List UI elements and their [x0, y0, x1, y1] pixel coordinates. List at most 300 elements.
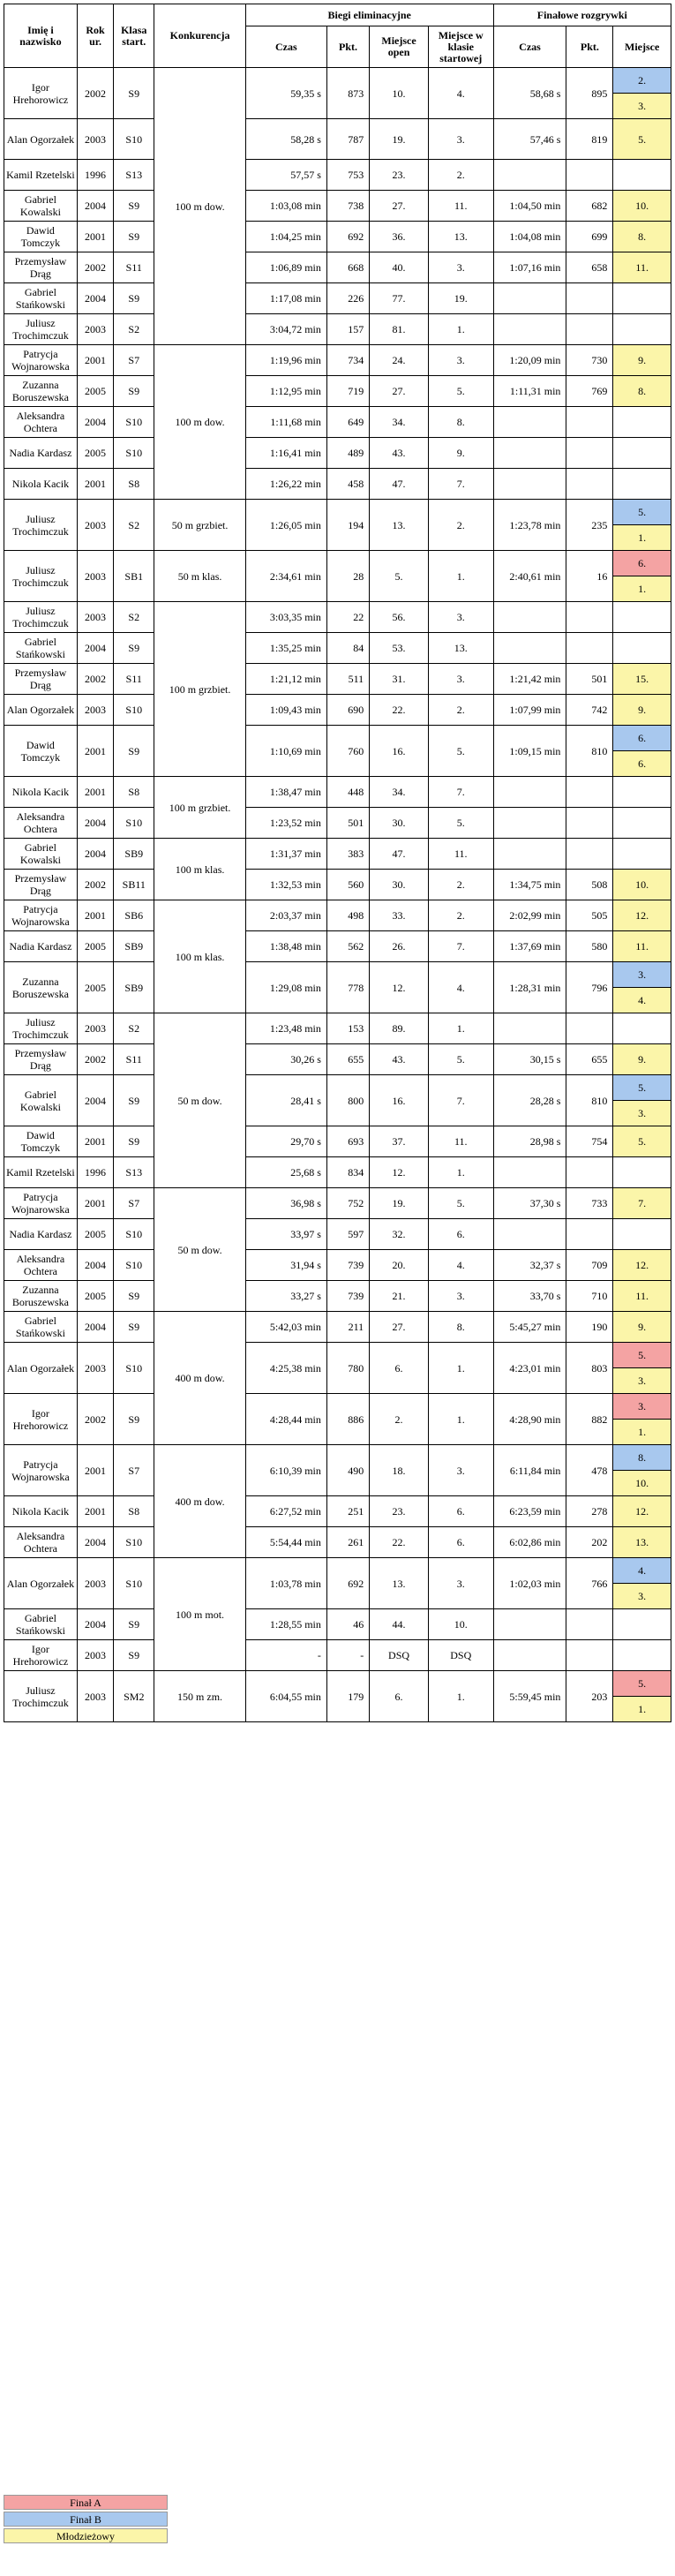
- start-class: S10: [114, 808, 154, 839]
- birth-year: 2001: [77, 1445, 113, 1496]
- athlete-name: Nadia Kardasz: [4, 931, 78, 962]
- class-place: 2.: [428, 900, 493, 931]
- athlete-name: Aleksandra Ochtera: [4, 1250, 78, 1281]
- final-place: 10.: [613, 870, 671, 900]
- start-class: S7: [114, 1188, 154, 1219]
- birth-year: 2005: [77, 438, 113, 469]
- final-place: 3.: [613, 1368, 671, 1394]
- header-open-place: Miejsce open: [370, 26, 429, 68]
- final-points: 819: [566, 119, 613, 160]
- header-time: Czas: [245, 26, 326, 68]
- athlete-name: Dawid Tomczyk: [4, 222, 78, 252]
- birth-year: 2002: [77, 664, 113, 695]
- athlete-name: Juliusz Trochimczuk: [4, 314, 78, 345]
- heat-time: 1:06,89 min: [245, 252, 326, 283]
- final-place: 5.: [613, 1343, 671, 1368]
- table-row: [4, 633, 671, 664]
- final-time: 1:34,75 min: [493, 870, 566, 900]
- table-row: [4, 1343, 671, 1368]
- open-place: 22.: [370, 1527, 429, 1558]
- heat-time: 3:04,72 min: [245, 314, 326, 345]
- class-place: 3.: [428, 345, 493, 376]
- open-place: 5.: [370, 551, 429, 602]
- heat-points: 28: [326, 551, 369, 602]
- athlete-name: Igor Hrehorowicz: [4, 1640, 78, 1671]
- final-points: [566, 1609, 613, 1640]
- heat-points: 448: [326, 777, 369, 808]
- heat-points: 562: [326, 931, 369, 962]
- open-place: 27.: [370, 1312, 429, 1343]
- open-place: 89.: [370, 1013, 429, 1044]
- birth-year: 2004: [77, 1527, 113, 1558]
- table-row: [4, 551, 671, 576]
- heat-points: 690: [326, 695, 369, 726]
- class-place: 1.: [428, 1157, 493, 1188]
- table-row: [4, 726, 671, 751]
- athlete-name: Gabriel Kowalski: [4, 1075, 78, 1126]
- table-row: [4, 1609, 671, 1640]
- open-place: 27.: [370, 376, 429, 407]
- table-row: [4, 222, 671, 252]
- birth-year: 1996: [77, 160, 113, 191]
- table-row: [4, 1013, 671, 1044]
- heat-time: 29,70 s: [245, 1126, 326, 1157]
- heat-time: 4:25,38 min: [245, 1343, 326, 1394]
- start-class: S10: [114, 1219, 154, 1250]
- open-place: 12.: [370, 962, 429, 1013]
- final-points: 895: [566, 68, 613, 119]
- start-class: S9: [114, 1312, 154, 1343]
- class-place: 1.: [428, 551, 493, 602]
- heat-time: 1:35,25 min: [245, 633, 326, 664]
- heat-time: 1:16,41 min: [245, 438, 326, 469]
- final-time: 6:23,59 min: [493, 1496, 566, 1527]
- table-row: [4, 500, 671, 525]
- heat-points: 734: [326, 345, 369, 376]
- birth-year: 2005: [77, 931, 113, 962]
- class-place: 7.: [428, 931, 493, 962]
- birth-year: 2004: [77, 839, 113, 870]
- final-points: [566, 633, 613, 664]
- heat-time: 6:04,55 min: [245, 1671, 326, 1722]
- final-points: 742: [566, 695, 613, 726]
- final-points: 796: [566, 962, 613, 1013]
- table-row: [4, 1394, 671, 1420]
- heat-points: 873: [326, 68, 369, 119]
- competition: 100 m mot.: [154, 1558, 246, 1671]
- birth-year: 2001: [77, 777, 113, 808]
- table-row: [4, 68, 671, 94]
- heat-time: 6:10,39 min: [245, 1445, 326, 1496]
- class-place: 6.: [428, 1219, 493, 1250]
- athlete-name: Nadia Kardasz: [4, 1219, 78, 1250]
- start-class: S8: [114, 1496, 154, 1527]
- header-year: Rok ur.: [77, 4, 113, 68]
- start-class: S11: [114, 252, 154, 283]
- final-time: [493, 407, 566, 438]
- final-time: 6:11,84 min: [493, 1445, 566, 1496]
- birth-year: 2002: [77, 68, 113, 119]
- open-place: 26.: [370, 931, 429, 962]
- heat-points: 778: [326, 962, 369, 1013]
- class-place: 19.: [428, 283, 493, 314]
- final-place: 4.: [613, 1558, 671, 1584]
- final-place: 1.: [613, 1697, 671, 1722]
- heat-time: 1:19,96 min: [245, 345, 326, 376]
- heat-points: 739: [326, 1250, 369, 1281]
- final-points: 733: [566, 1188, 613, 1219]
- class-place: 8.: [428, 407, 493, 438]
- start-class: S9: [114, 726, 154, 777]
- heat-points: 760: [326, 726, 369, 777]
- open-place: 43.: [370, 438, 429, 469]
- table-header: [4, 4, 671, 68]
- heat-time: 1:11,68 min: [245, 407, 326, 438]
- heat-points: 692: [326, 222, 369, 252]
- final-place: 11.: [613, 931, 671, 962]
- heat-time: 5:54,44 min: [245, 1527, 326, 1558]
- open-place: 37.: [370, 1126, 429, 1157]
- open-place: 36.: [370, 222, 429, 252]
- athlete-name: Gabriel Stańkowski: [4, 283, 78, 314]
- athlete-name: Kamil Rzetelski: [4, 160, 78, 191]
- birth-year: 2001: [77, 1188, 113, 1219]
- final-time: 33,70 s: [493, 1281, 566, 1312]
- header-finals: Finałowe rozgrywki: [493, 4, 671, 26]
- heat-time: 2:34,61 min: [245, 551, 326, 602]
- birth-year: 2004: [77, 191, 113, 222]
- table-row: [4, 160, 671, 191]
- final-place: [613, 314, 671, 345]
- heat-points: 498: [326, 900, 369, 931]
- start-class: S10: [114, 695, 154, 726]
- class-place: 3.: [428, 664, 493, 695]
- heat-points: 251: [326, 1496, 369, 1527]
- final-place: 8.: [613, 376, 671, 407]
- final-time: [493, 1157, 566, 1188]
- birth-year: 2001: [77, 900, 113, 931]
- open-place: 27.: [370, 191, 429, 222]
- start-class: SB6: [114, 900, 154, 931]
- header-competition: Konkurencja: [154, 4, 246, 68]
- final-points: [566, 1219, 613, 1250]
- heat-points: 780: [326, 1343, 369, 1394]
- birth-year: 2004: [77, 808, 113, 839]
- birth-year: 2005: [77, 376, 113, 407]
- open-place: 34.: [370, 407, 429, 438]
- birth-year: 2005: [77, 962, 113, 1013]
- final-points: [566, 1013, 613, 1044]
- start-class: S10: [114, 119, 154, 160]
- table-row: [4, 407, 671, 438]
- final-place: [613, 407, 671, 438]
- final-points: [566, 777, 613, 808]
- final-points: 16: [566, 551, 613, 602]
- heat-time: 1:38,48 min: [245, 931, 326, 962]
- header-final-place: Miejsce: [613, 26, 671, 68]
- heat-time: 1:29,08 min: [245, 962, 326, 1013]
- final-points: 682: [566, 191, 613, 222]
- open-place: 19.: [370, 119, 429, 160]
- birth-year: 2001: [77, 1496, 113, 1527]
- athlete-name: Gabriel Kowalski: [4, 191, 78, 222]
- final-time: [493, 283, 566, 314]
- open-place: 22.: [370, 695, 429, 726]
- heat-time: 1:32,53 min: [245, 870, 326, 900]
- open-place: 21.: [370, 1281, 429, 1312]
- class-place: 4.: [428, 1250, 493, 1281]
- heat-time: 1:10,69 min: [245, 726, 326, 777]
- birth-year: 2005: [77, 1281, 113, 1312]
- final-points: 882: [566, 1394, 613, 1445]
- start-class: SB9: [114, 931, 154, 962]
- start-class: S9: [114, 1609, 154, 1640]
- start-class: S2: [114, 314, 154, 345]
- heat-time: 1:12,95 min: [245, 376, 326, 407]
- final-place: [613, 602, 671, 633]
- heat-points: 753: [326, 160, 369, 191]
- legend-final-b: Finał B: [4, 2512, 168, 2527]
- table-row: [4, 777, 671, 808]
- open-place: 6.: [370, 1343, 429, 1394]
- final-place: 7.: [613, 1188, 671, 1219]
- final-time: 5:59,45 min: [493, 1671, 566, 1722]
- birth-year: 2004: [77, 283, 113, 314]
- heat-points: 490: [326, 1445, 369, 1496]
- open-place: 30.: [370, 808, 429, 839]
- final-place: [613, 283, 671, 314]
- open-place: 23.: [370, 160, 429, 191]
- open-place: 81.: [370, 314, 429, 345]
- final-time: 37,30 s: [493, 1188, 566, 1219]
- athlete-name: Dawid Tomczyk: [4, 1126, 78, 1157]
- table-row: [4, 1281, 671, 1312]
- final-points: 730: [566, 345, 613, 376]
- athlete-name: Gabriel Stańkowski: [4, 1312, 78, 1343]
- heat-points: 834: [326, 1157, 369, 1188]
- open-place: 10.: [370, 68, 429, 119]
- final-time: 5:45,27 min: [493, 1312, 566, 1343]
- final-time: 58,68 s: [493, 68, 566, 119]
- start-class: S10: [114, 407, 154, 438]
- start-class: S10: [114, 1558, 154, 1609]
- final-points: 810: [566, 726, 613, 777]
- athlete-name: Alan Ogorzałek: [4, 1343, 78, 1394]
- final-place: [613, 1157, 671, 1188]
- birth-year: 2001: [77, 726, 113, 777]
- table-body: [4, 68, 671, 1722]
- competition: 100 m grzbiet.: [154, 602, 246, 777]
- competition: 100 m dow.: [154, 68, 246, 345]
- start-class: S11: [114, 664, 154, 695]
- final-place: 13.: [613, 1527, 671, 1558]
- birth-year: 2001: [77, 469, 113, 500]
- heat-time: 1:26,22 min: [245, 469, 326, 500]
- final-place: 3.: [613, 1584, 671, 1609]
- athlete-name: Igor Hrehorowicz: [4, 68, 78, 119]
- birth-year: 2003: [77, 500, 113, 551]
- heat-points: 752: [326, 1188, 369, 1219]
- heat-points: 560: [326, 870, 369, 900]
- final-points: 766: [566, 1558, 613, 1609]
- heat-time: 1:21,12 min: [245, 664, 326, 695]
- final-time: 1:23,78 min: [493, 500, 566, 551]
- final-time: 32,37 s: [493, 1250, 566, 1281]
- heat-time: 33,97 s: [245, 1219, 326, 1250]
- class-place: 5.: [428, 1044, 493, 1075]
- athlete-name: Gabriel Kowalski: [4, 839, 78, 870]
- birth-year: 2003: [77, 314, 113, 345]
- final-place: 1.: [613, 1420, 671, 1445]
- birth-year: 2002: [77, 252, 113, 283]
- heat-points: 22: [326, 602, 369, 633]
- heat-time: 1:26,05 min: [245, 500, 326, 551]
- final-place: 3.: [613, 962, 671, 988]
- heat-points: 489: [326, 438, 369, 469]
- class-place: 3.: [428, 1445, 493, 1496]
- class-place: 11.: [428, 839, 493, 870]
- heat-time: -: [245, 1640, 326, 1671]
- final-points: 478: [566, 1445, 613, 1496]
- final-time: [493, 314, 566, 345]
- birth-year: 2002: [77, 1394, 113, 1445]
- heat-points: 886: [326, 1394, 369, 1445]
- start-class: S10: [114, 1527, 154, 1558]
- start-class: S13: [114, 1157, 154, 1188]
- start-class: SB9: [114, 962, 154, 1013]
- legend-final-a: Finał A: [4, 2495, 168, 2510]
- header-name: Imię i nazwisko: [4, 4, 78, 68]
- start-class: S2: [114, 1013, 154, 1044]
- final-time: 1:20,09 min: [493, 345, 566, 376]
- open-place: DSQ: [370, 1640, 429, 1671]
- open-place: 32.: [370, 1219, 429, 1250]
- competition: 50 m klas.: [154, 551, 246, 602]
- final-points: [566, 283, 613, 314]
- table-row: [4, 191, 671, 222]
- heat-points: 511: [326, 664, 369, 695]
- athlete-name: Patrycja Wojnarowska: [4, 900, 78, 931]
- class-place: 1.: [428, 1671, 493, 1722]
- heat-points: 157: [326, 314, 369, 345]
- birth-year: 2001: [77, 222, 113, 252]
- table-row: [4, 1312, 671, 1343]
- table-row: [4, 438, 671, 469]
- final-time: 1:02,03 min: [493, 1558, 566, 1609]
- header-heats: Biegi eliminacyjne: [245, 4, 493, 26]
- final-place: 3.: [613, 1101, 671, 1126]
- final-time: 28,28 s: [493, 1075, 566, 1126]
- competition: 100 m grzbiet.: [154, 777, 246, 839]
- class-place: 13.: [428, 633, 493, 664]
- header-class-place: Miejsce w klasie startowej: [428, 26, 493, 68]
- heat-time: 1:31,37 min: [245, 839, 326, 870]
- class-place: 7.: [428, 1075, 493, 1126]
- final-time: [493, 808, 566, 839]
- athlete-name: Juliusz Trochimczuk: [4, 1013, 78, 1044]
- final-time: [493, 633, 566, 664]
- heat-time: 31,94 s: [245, 1250, 326, 1281]
- heat-time: 2:03,37 min: [245, 900, 326, 931]
- final-points: 769: [566, 376, 613, 407]
- final-time: 1:37,69 min: [493, 931, 566, 962]
- athlete-name: Aleksandra Ochtera: [4, 1527, 78, 1558]
- table-row: [4, 376, 671, 407]
- final-time: 1:21,42 min: [493, 664, 566, 695]
- final-place: 12.: [613, 900, 671, 931]
- athlete-name: Nikola Kacik: [4, 1496, 78, 1527]
- open-place: 77.: [370, 283, 429, 314]
- class-place: 1.: [428, 1343, 493, 1394]
- final-points: [566, 469, 613, 500]
- heat-points: 261: [326, 1527, 369, 1558]
- athlete-name: Zuzanna Boruszewska: [4, 1281, 78, 1312]
- start-class: S9: [114, 1394, 154, 1445]
- class-place: 11.: [428, 1126, 493, 1157]
- athlete-name: Przemysław Drąg: [4, 664, 78, 695]
- final-place: 6.: [613, 751, 671, 777]
- heat-time: 1:04,25 min: [245, 222, 326, 252]
- table-row: [4, 1188, 671, 1219]
- table-row: [4, 900, 671, 931]
- start-class: S9: [114, 283, 154, 314]
- start-class: S13: [114, 160, 154, 191]
- start-class: S2: [114, 602, 154, 633]
- open-place: 2.: [370, 1394, 429, 1445]
- open-place: 13.: [370, 1558, 429, 1609]
- open-place: 18.: [370, 1445, 429, 1496]
- final-points: [566, 839, 613, 870]
- class-place: 6.: [428, 1527, 493, 1558]
- final-points: [566, 314, 613, 345]
- results-table: [4, 4, 671, 1722]
- header-class: Klasa start.: [114, 4, 154, 68]
- heat-points: 719: [326, 376, 369, 407]
- final-place: 15.: [613, 664, 671, 695]
- table-row: [4, 1496, 671, 1527]
- heat-time: 1:17,08 min: [245, 283, 326, 314]
- athlete-name: Alan Ogorzałek: [4, 695, 78, 726]
- athlete-name: Juliusz Trochimczuk: [4, 1671, 78, 1722]
- table-row: [4, 1527, 671, 1558]
- athlete-name: Przemysław Drąg: [4, 1044, 78, 1075]
- final-time: [493, 438, 566, 469]
- athlete-name: Alan Ogorzałek: [4, 1558, 78, 1609]
- final-place: 10.: [613, 1471, 671, 1496]
- open-place: 23.: [370, 1496, 429, 1527]
- heat-time: 5:42,03 min: [245, 1312, 326, 1343]
- heat-time: 6:27,52 min: [245, 1496, 326, 1527]
- open-place: 31.: [370, 664, 429, 695]
- heat-time: 36,98 s: [245, 1188, 326, 1219]
- birth-year: 1996: [77, 1157, 113, 1188]
- table-row: [4, 839, 671, 870]
- start-class: S10: [114, 1250, 154, 1281]
- heat-points: 84: [326, 633, 369, 664]
- class-place: 2.: [428, 160, 493, 191]
- athlete-name: Przemysław Drąg: [4, 252, 78, 283]
- class-place: 1.: [428, 314, 493, 345]
- open-place: 13.: [370, 500, 429, 551]
- final-time: [493, 777, 566, 808]
- open-place: 33.: [370, 900, 429, 931]
- open-place: 16.: [370, 726, 429, 777]
- table-row: [4, 602, 671, 633]
- table-row: [4, 664, 671, 695]
- final-place: 8.: [613, 1445, 671, 1471]
- final-place: [613, 808, 671, 839]
- heat-time: 4:28,44 min: [245, 1394, 326, 1445]
